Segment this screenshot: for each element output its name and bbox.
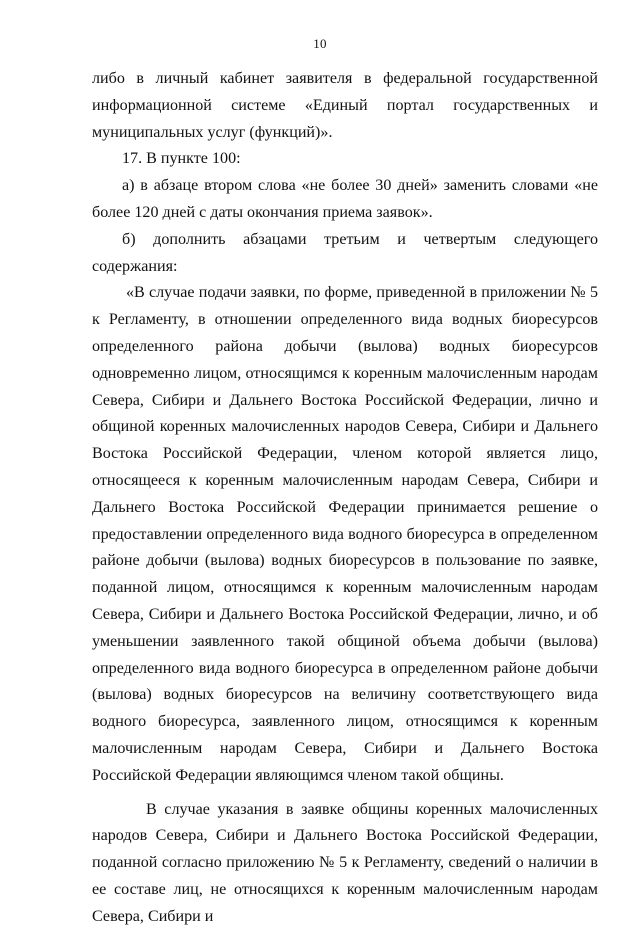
- document-body: [92, 66, 598, 931]
- page-number: 10: [313, 36, 327, 51]
- paragraph-subitem-a: а) в абзаце втором слова «не более 30 дней» заменить словами «не более 120 дней с даты окончания приема заявок».: [92, 177, 598, 221]
- paragraph-continuation: либо в личный кабинет заявителя в федеральной государственной информационной системе «Единый портал государственных и муниципальных услуг (функций)».: [92, 70, 598, 141]
- paragraph-subitem-b: б) дополнить абзацами третьим и четвертым следующего содержания:: [92, 230, 598, 275]
- paragraph-quoted-text: «В случае подачи заявки, по форме, приведенной в приложении № 5 к Регламенту, в отношении определенного вида водных биоресурсов определенного района добычи (вылова) водных биоресурсов одновременно лицом, относящимся к коренным малочисленным народам Севера, Сибири и Дальнего Востока Российской Федерации, лично и общиной коренных малочисленных народов Севера, Сибири и Дальнего Востока Российской Федерации, членом которой является лицо, относящееся к коренным малочисленным народам Севера, Сибири и Дальнего Востока Российской Федерации принимается решение о предоставлении определенного вида водного биоресурса в определенном районе добычи (вылова) водных биоресурсов в пользование по заявке, поданной лицом, относящимся к коренным малочисленным народам Севера, Сибири и Дальнего Востока Российской Федерации, лично, и об уменьшении заявленного такой общиной объема добычи (вылова) определенного вида водного биоресурса в определенном районе добычи (вылова) водных биоресурсов на величину соответствующего вида водного биоресурса, заявленного лицом, относящимся к коренным малочисленным народам Севера, Сибири и Дальнего Востока Российской Федерации являющимся членом такой общины.: [92, 284, 598, 784]
- paragraph-item-17: 17. В пункте 100:: [122, 150, 241, 168]
- paragraph-next: В случае указания в заявке общины коренных малочисленных народов Севера, Сибири и Дальнего Востока Российской Федерации, поданной согласно приложению № 5 к Регламенту, сведений о наличии в ее составе лиц, не относящихся к коренным малочисленным народам Севера, Сибири и: [92, 800, 598, 925]
